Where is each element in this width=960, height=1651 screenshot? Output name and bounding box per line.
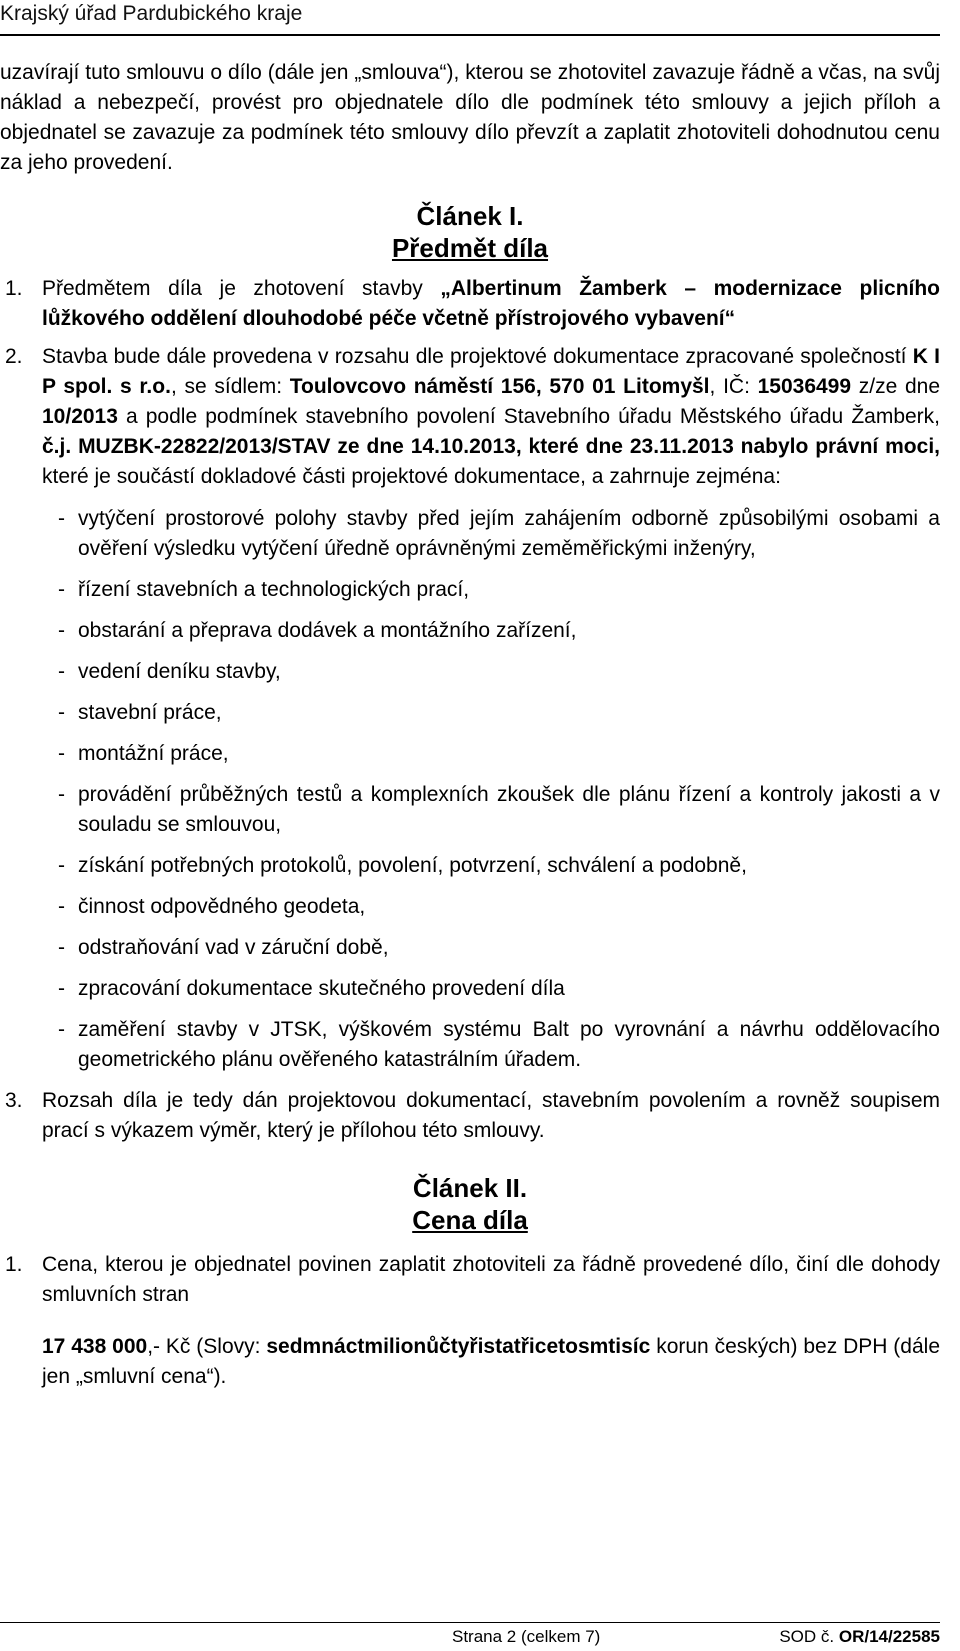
- item-text: , se sídlem:: [170, 375, 290, 398]
- article-2-item-1: [0, 1250, 940, 1310]
- list-item: - odstraňování vad v záruční době,: [58, 936, 389, 959]
- page-number: Strana 2 (celkem 7): [452, 1627, 601, 1646]
- item-number: 2.: [5, 345, 23, 368]
- article-1-subtitle: Předmět díla: [391, 233, 549, 263]
- article-1-title: Článek I.: [416, 201, 524, 231]
- documentation-date: 10/2013: [42, 405, 118, 428]
- article-2-title: Článek II.: [412, 1173, 528, 1203]
- list-item: - získání potřebných protokolů, povolení, potvrzení, schválení a podobně,: [58, 854, 747, 877]
- article-2-heading: [0, 1172, 940, 1236]
- list-item: - vytýčení prostorové polohy stavby před jejím zahájením odborně způsobilými osobami a ověření výsledku vytýčení úředně oprávněnými zeměměřickými inženýry,: [58, 507, 940, 560]
- list-item: - činnost odpovědného geodeta,: [58, 895, 366, 918]
- article-1-item-1: [0, 274, 940, 334]
- contract-reference: SOD č. OR/14/22585: [779, 1627, 940, 1646]
- article-1-heading: [0, 200, 940, 264]
- item-text: které je součástí dokladové části projektové dokumentace, a zahrnuje zejména:: [42, 465, 781, 488]
- list-item: - provádění průběžných testů a komplexních zkoušek dle plánu řízení a kontroly jakosti a v souladu se smlouvou,: [58, 783, 940, 836]
- scope-list: [0, 504, 940, 1075]
- list-item: - vedení deníku stavby,: [58, 660, 281, 683]
- item-number: 1.: [5, 1253, 23, 1276]
- item-text: , IČ:: [709, 375, 758, 398]
- building-permit: č.j. MUZBK-22822/2013/STAV ze dne 14.10.2013, které dne 23.11.2013 nabylo právní moci,: [42, 435, 940, 458]
- item-text: Stavba bude dále provedena v rozsahu dle projektové dokumentace zpracované společností: [42, 345, 913, 368]
- company-ic: 15036499: [757, 375, 852, 398]
- company-address: Toulovcovo náměstí 156, 570 01 Litomyšl: [289, 375, 710, 398]
- list-item: - řízení stavebních a technologických prací,: [58, 578, 470, 601]
- list-item: - zaměření stavby v JTSK, výškovém systému Balt po vyrovnání a návrhu oddělovacího geometrického plánu ověřeného katastrálním úřadem.: [58, 1018, 940, 1071]
- document-body: [0, 58, 940, 1392]
- page-footer: [0, 1622, 940, 1651]
- item-number: 3.: [5, 1089, 23, 1112]
- list-item: - stavební práce,: [58, 701, 222, 724]
- list-item: - zpracování dokumentace skutečného provedení díla: [58, 977, 565, 1000]
- price-amount: 17 438 000: [42, 1335, 148, 1358]
- list-item: - montážní práce,: [58, 742, 229, 765]
- header-title: Krajský úřad Pardubického kraje: [0, 2, 303, 25]
- item-text: Rozsah díla je tedy dán projektovou dokumentací, stavebním povolením a rovněž soupisem prací s výkazem výměr, který je přílohou této smlouvy.: [42, 1089, 940, 1142]
- article-1-item-3: [0, 1086, 940, 1146]
- item-text: a podle podmínek stavebního povolení Stavebního úřadu Městského úřadu Žamberk,: [117, 405, 940, 428]
- item-number: 1.: [5, 277, 23, 300]
- designer-company: K I P spol. s r.o.: [42, 345, 940, 398]
- article-2-subtitle: Cena díla: [412, 1205, 528, 1235]
- page-header: [0, 0, 940, 36]
- article-1-item-2: [0, 342, 940, 492]
- price-in-words: sedmnáctmilionůčtyřistatřicetosmtisíc: [266, 1335, 651, 1358]
- intro-paragraph: uzavírají tuto smlouvu o dílo (dále jen „smlouva“), kterou se zhotovitel zavazuje řádně a včas, na svůj náklad a nebezpečí, provést pro objednatele dílo dle podmínek této smlouvy a jejich příloh a objednatel se zavazuje za podmínek této smlouvy dílo převzít a zaplatit zhotoviteli dohodnutou cenu za jeho provedení.: [0, 61, 940, 174]
- contract-price: 17 438 000,- Kč (Slovy: sedmnáctmilionůčtyřistatřicetosmtisíc korun českých) bez DPH (dále jen „smluvní cena“).: [42, 1335, 940, 1388]
- item-text: Cena, kterou je objednatel povinen zaplatit zhotoviteli za řádně provedené dílo, činí dle dohody smluvních stran: [42, 1253, 940, 1306]
- item-text: Předmětem díla je zhotovení stavby: [42, 277, 441, 300]
- project-name: „Albertinum Žamberk – modernizace plicního lůžkového oddělení dlouhodobé péče včetně přístrojového vybavení“: [42, 277, 941, 330]
- item-text: z/ze dne: [851, 375, 941, 398]
- list-item: - obstarání a přeprava dodávek a montážního zařízení,: [58, 619, 577, 642]
